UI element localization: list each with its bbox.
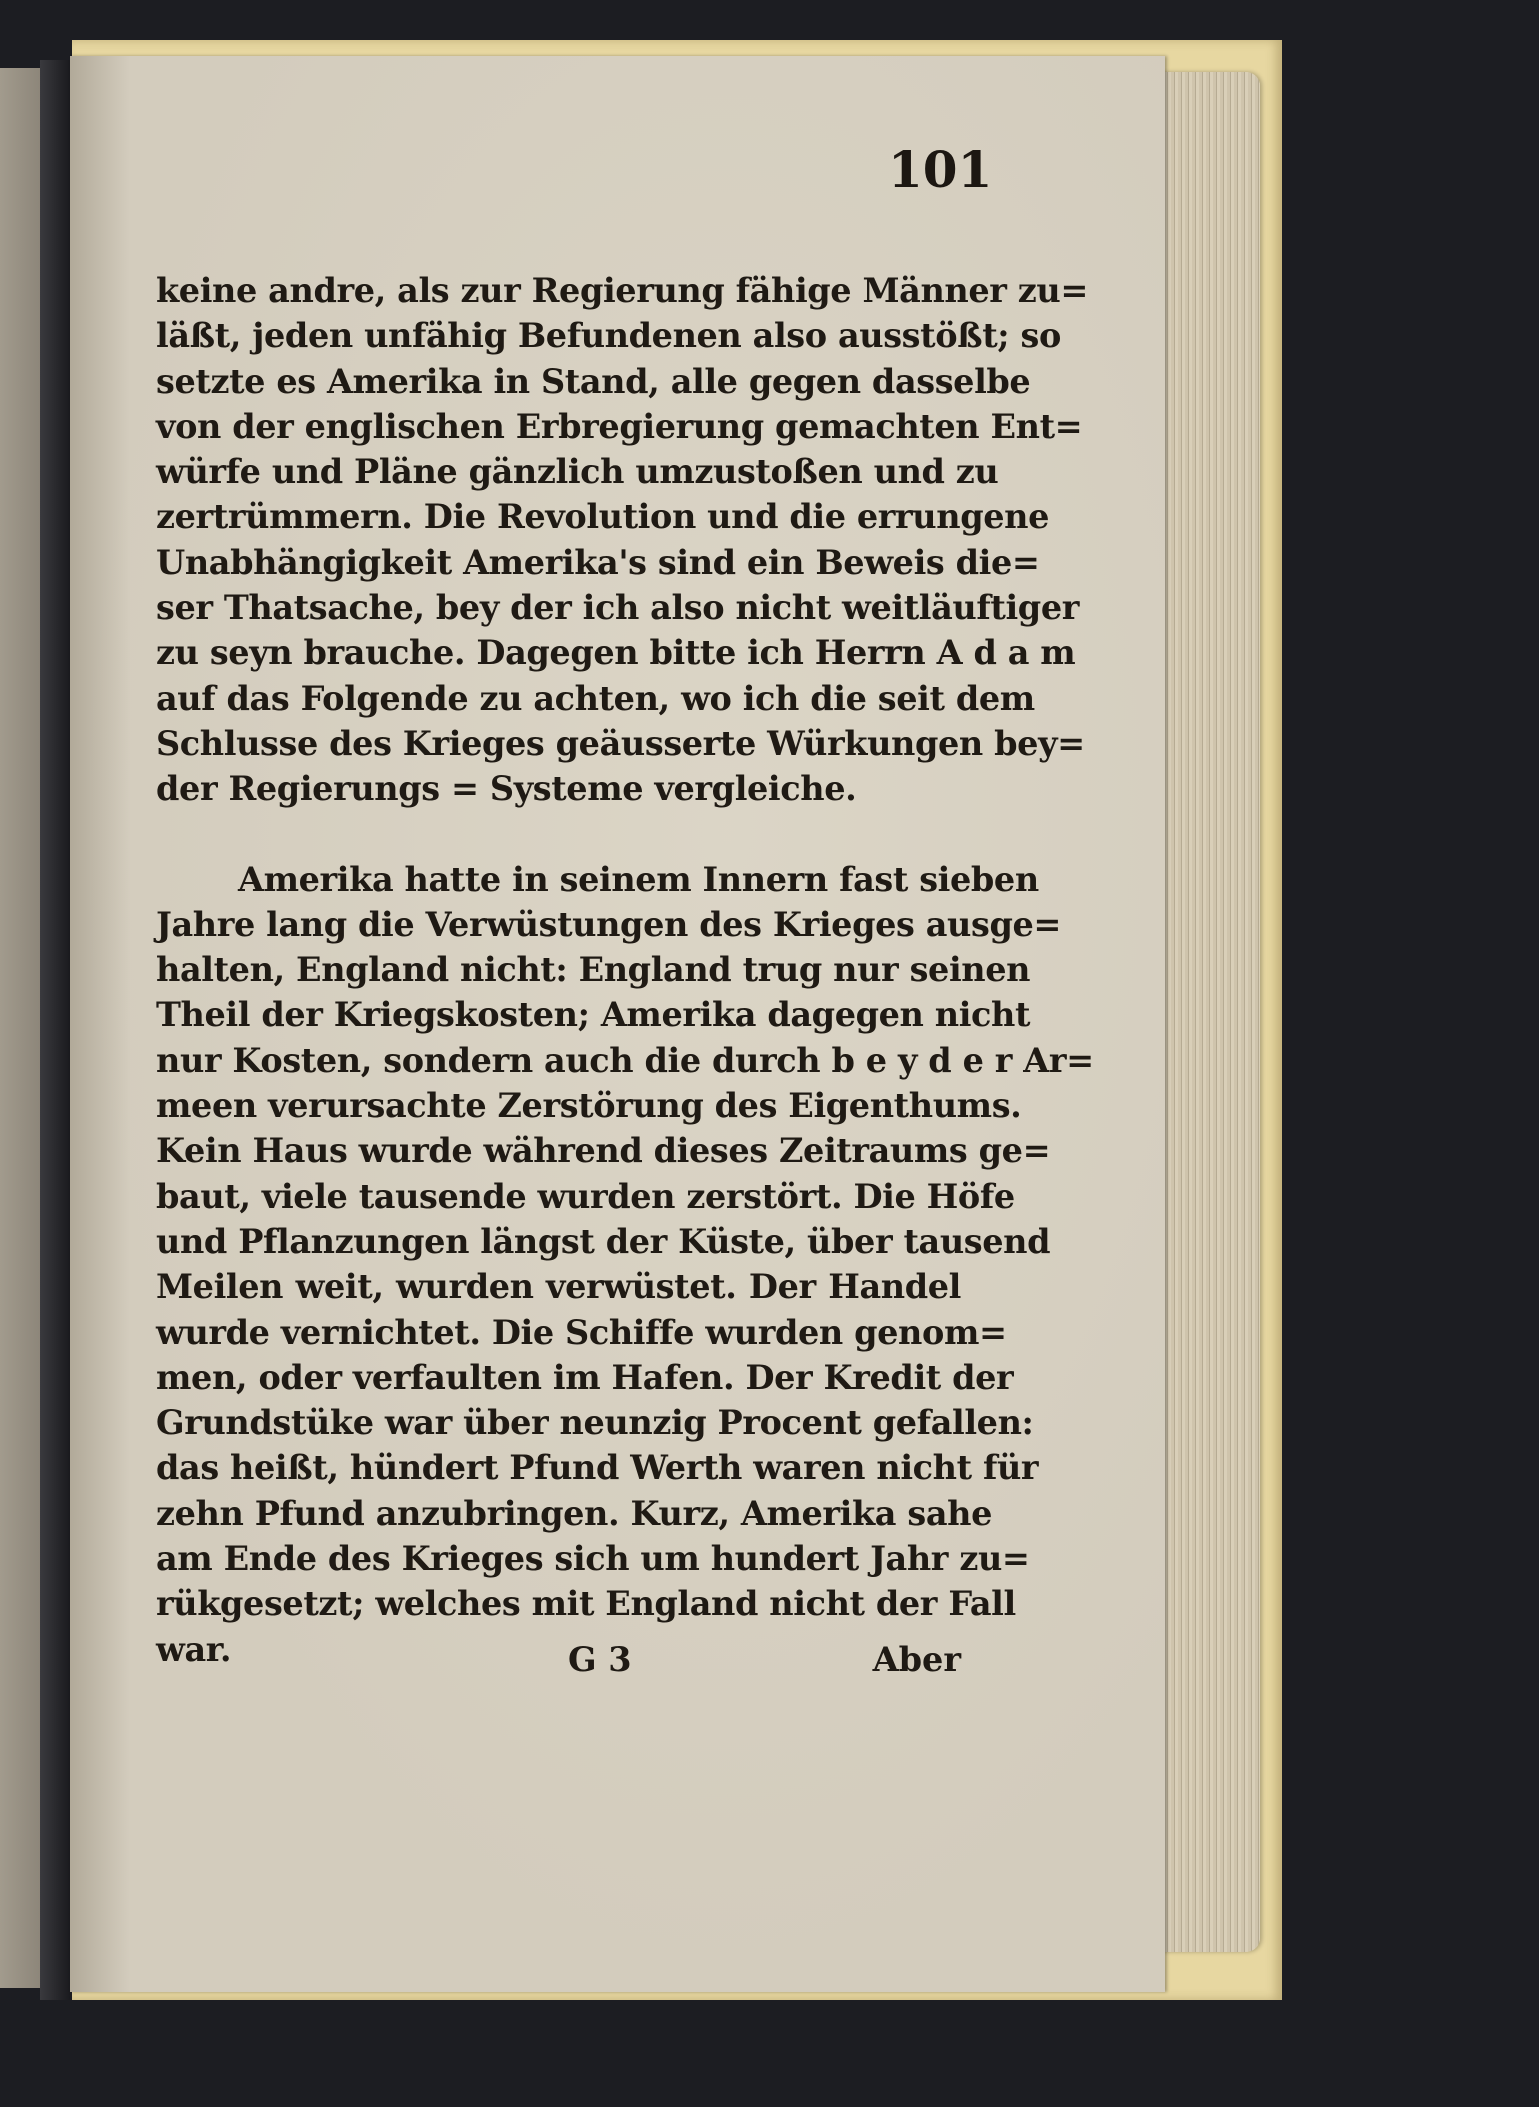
text-line: und Pflanzungen längst der Küste, über tausend [156,1221,1051,1261]
text-line: Unabhängigkeit Amerika's sind ein Beweis die= [156,542,1040,582]
text-line: Schlusse des Krieges geäusserte Würkungen bey= [156,723,1085,763]
text-line: Jahre lang die Verwüstungen des Krieges ausge= [156,904,1062,944]
text-line: auf das Folgende zu achten, wo ich die seit dem [156,678,1035,718]
text-line: von der englischen Erbregierung gemachten Ent= [156,406,1083,446]
body-text [156,268,1094,1672]
text-line: Theil der Kriegskosten; Amerika dagegen nicht [156,995,1031,1035]
page-stack-edges [1150,72,1260,1952]
text-line: meen verursachte Zerstörung des Eigenthums. [156,1086,1022,1126]
catchword: Aber [872,1640,961,1679]
text-line: läßt, jeden unfähig Befundenen also ausstößt; so [156,316,1061,356]
text-line: Amerika hatte in seinem Innern fast sieben [238,859,1039,899]
text-line: nur Kosten, sondern auch die durch b e y d e r Ar= [156,1040,1094,1080]
page-footer [156,1640,961,1685]
paragraph-1 [156,268,1089,812]
text-line: das heißt, hündert Pfund Werth waren nicht für [156,1448,1039,1488]
text-line: der Regierungs = Systeme vergleiche. [156,769,857,809]
page-number: 101 [888,140,993,199]
text-line: wurde vernichtet. Die Schiffe wurden genom= [156,1312,1007,1352]
text-line: ser Thatsache, bey der ich also nicht weitläuftiger [156,588,1079,628]
text-line: würfe und Pläne gänzlich umzustoßen und zu [156,452,999,492]
text-line: war. [156,1629,232,1669]
text-line: baut, viele tausende wurden zerstört. Die Höfe [156,1176,1015,1216]
paragraph-break [156,812,961,857]
text-line: Grundstüke war über neunzig Procent gefallen: [156,1403,1034,1443]
text-line: Meilen weit, wurden verwüstet. Der Handel [156,1267,961,1307]
text-line: am Ende des Krieges sich um hundert Jahr zu= [156,1539,1030,1579]
book-gutter [40,60,70,2000]
text-line: zehn Pfund anzubringen. Kurz, Amerika sahe [156,1493,993,1533]
text-line: zertrümmern. Die Revolution und die errungene [156,497,1050,537]
text-line: rükgesetzt; welches mit England nicht der Fall [156,1584,1016,1624]
text-line: setzte es Amerika in Stand, alle gegen dasselbe [156,361,1031,401]
facing-page-edge [0,68,40,1988]
text-line: Kein Haus wurde während dieses Zeitraums ge= [156,1131,1051,1171]
text-line: halten, England nicht: England trug nur seinen [156,950,1031,990]
signature-mark: G 3 [568,1640,632,1679]
text-line: men, oder verfaulten im Hafen. Der Kredit der [156,1357,1014,1397]
text-line: keine andre, als zur Regierung fähige Männer zu= [156,271,1089,310]
paragraph-2 [156,857,1094,1672]
text-line: zu seyn brauche. Dagegen bitte ich Herrn A d a m [156,633,1076,673]
